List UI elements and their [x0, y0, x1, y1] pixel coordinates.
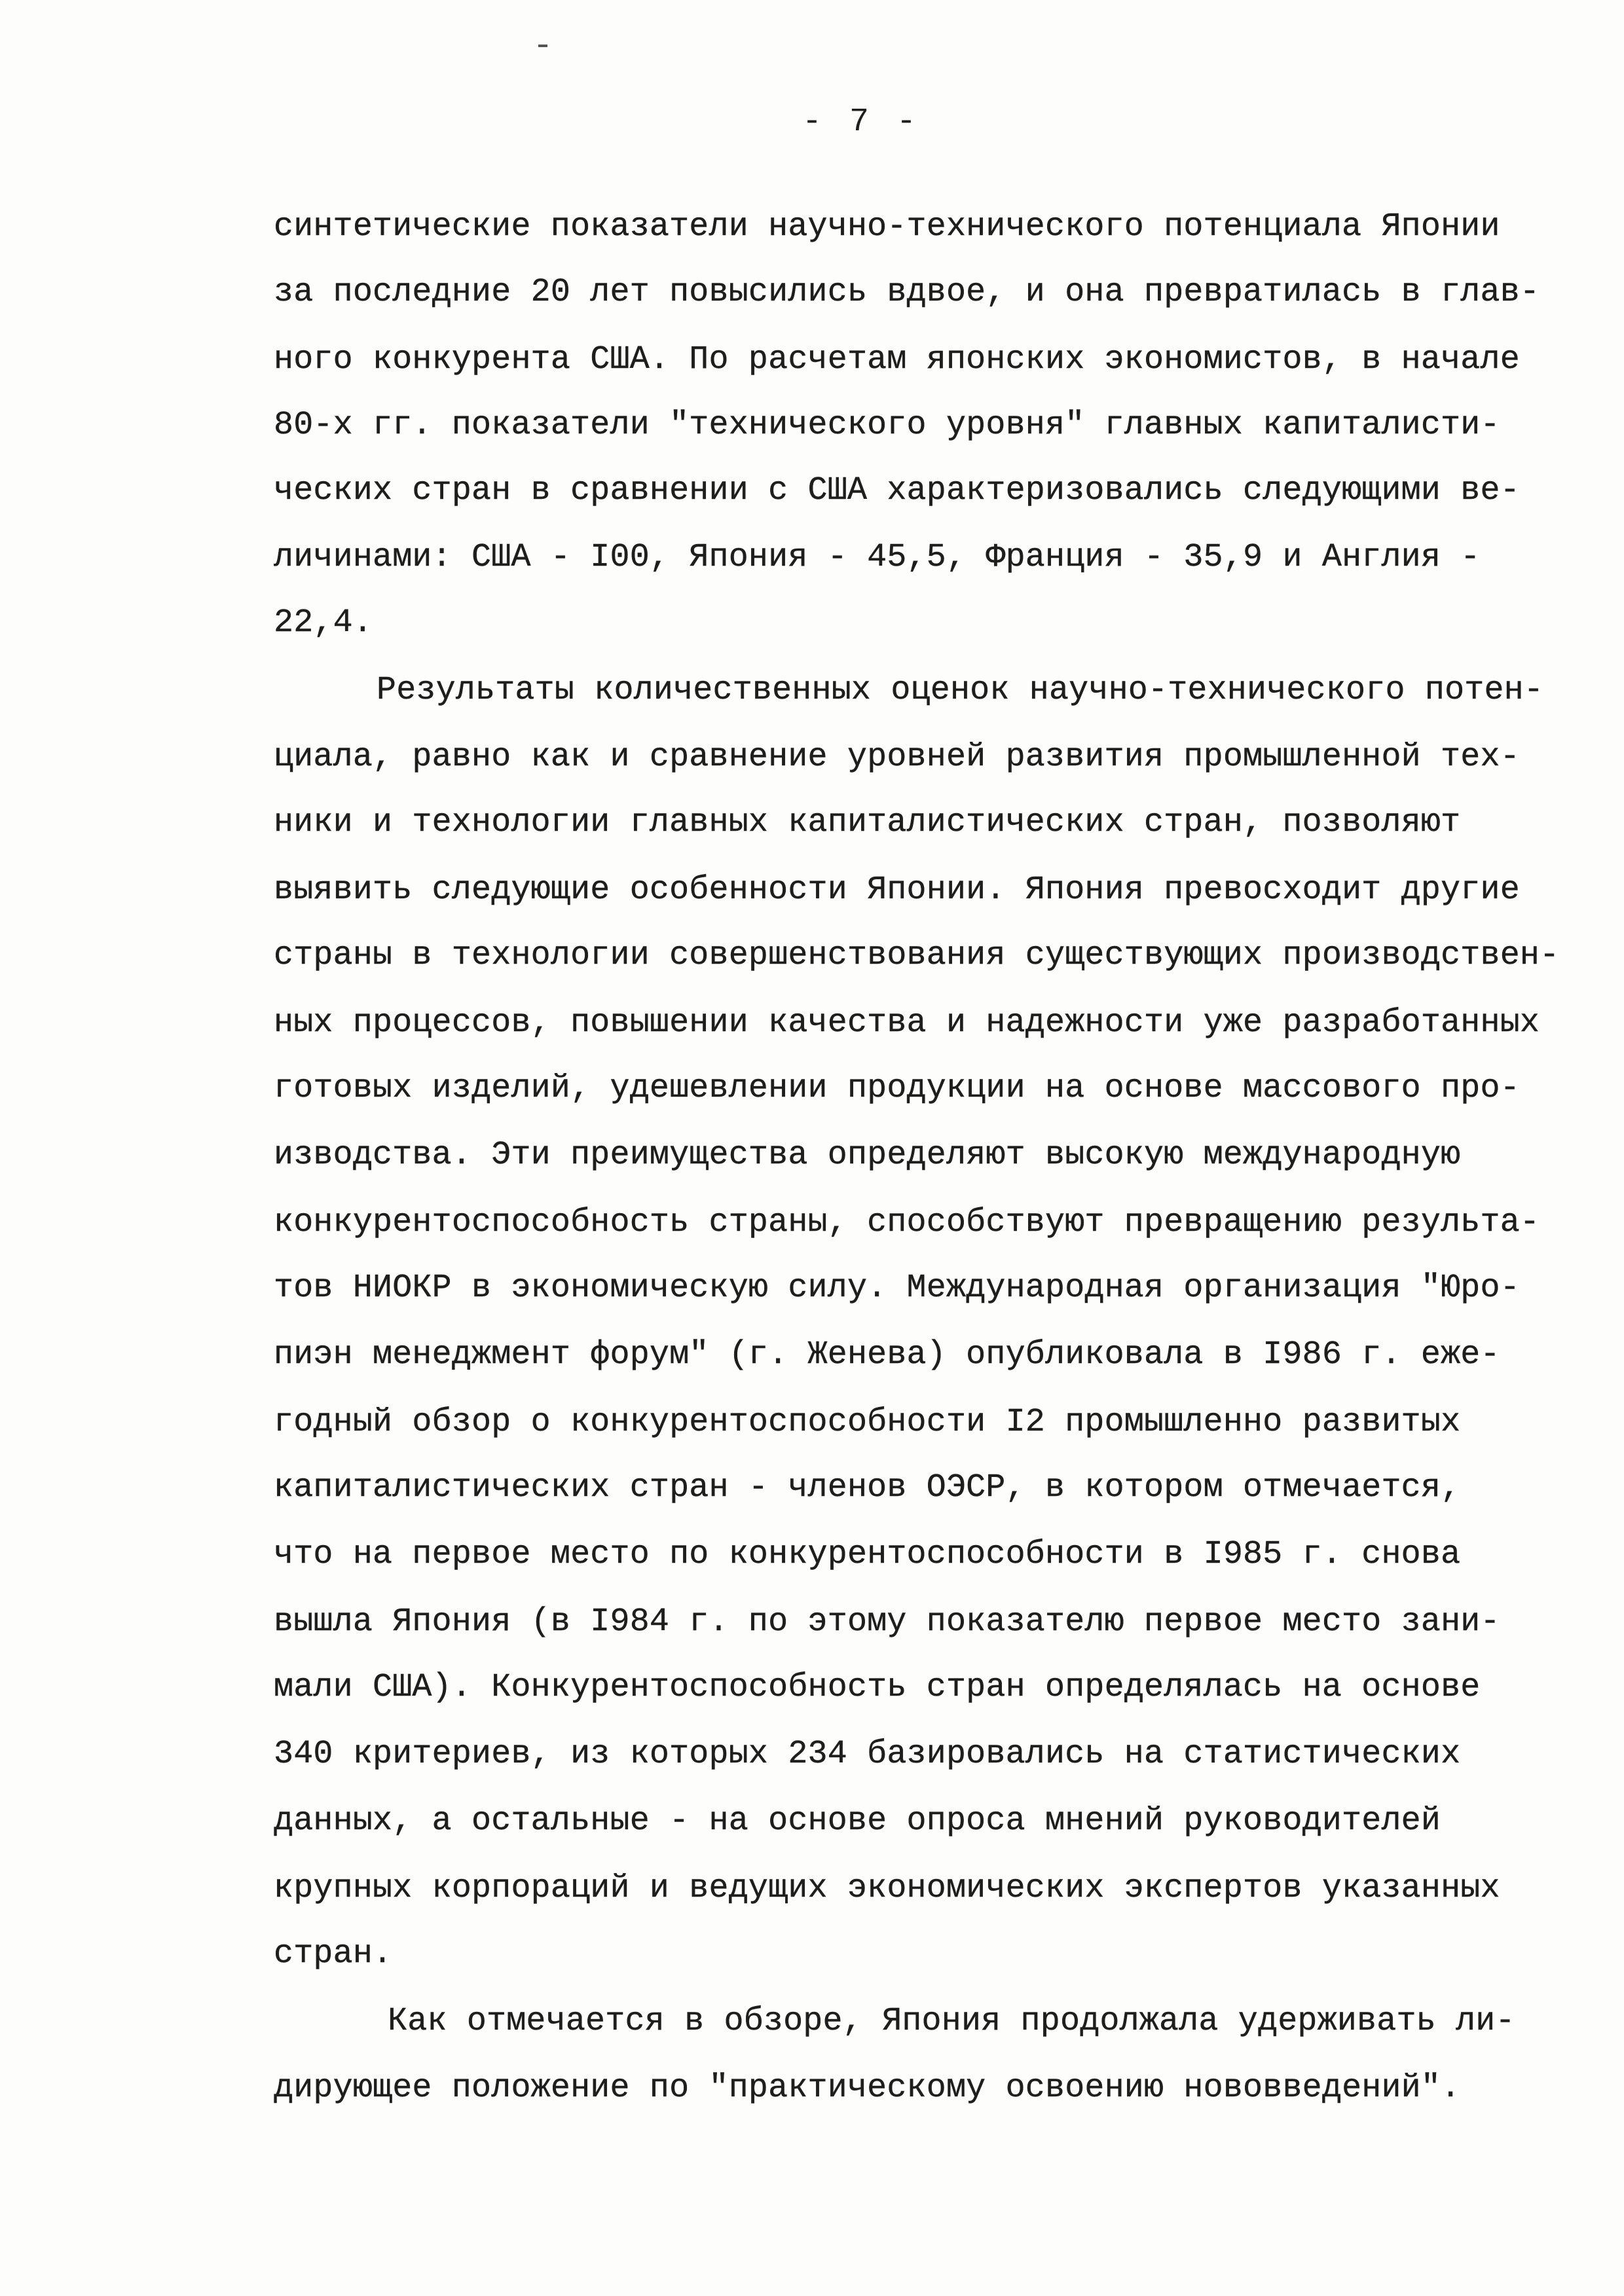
text-line: капиталистических стран - членов ОЭСР, в котором отмечается, — [274, 1469, 1461, 1506]
text-line: Как отмечается в обзоре, Япония продолжала удерживать ли- — [388, 2003, 1515, 2040]
text-line: ческих стран в сравнении с США характеризовались следующими ве- — [274, 472, 1520, 509]
text-line: дирующее положение по "практическому освоению нововведений". — [274, 2069, 1461, 2107]
stray-ink-mark — [538, 45, 547, 47]
text-line: синтетические показатели научно-технического потенциала Японии — [274, 208, 1500, 246]
text-line: ного конкурента США. По расчетам японских экономистов, в начале — [274, 341, 1520, 378]
text-line: мали США). Конкурентоспособность стран определялась на основе — [274, 1669, 1481, 1706]
text-line: за последние 20 лет повысились вдвое, и она превратилась в глав- — [274, 274, 1540, 311]
text-line: что на первое место по конкурентоспособности в I985 г. снова — [274, 1536, 1461, 1573]
text-line: страны в технологии совершенствования существующих производствен- — [274, 937, 1560, 974]
text-line: изводства. Эти преимущества определяют высокую международную — [274, 1137, 1461, 1174]
text-line: ники и технологии главных капиталистических стран, позволяют — [274, 804, 1461, 841]
text-line: стран. — [274, 1935, 393, 1973]
text-line: 22,4. — [274, 604, 373, 642]
text-line: личинами: США - I00, Япония - 45,5, Франция - 35,9 и Англия - — [274, 539, 1481, 576]
text-line: выявить следующие особенности Японии. Япония превосходит другие — [274, 871, 1520, 909]
text-line: годный обзор о конкурентоспособности I2 промышленно развитых — [274, 1404, 1461, 1441]
text-line: циала, равно как и сравнение уровней развития промышленной тех- — [274, 738, 1520, 776]
page-number: - 7 - — [802, 103, 921, 141]
text-line: 80-х гг. показатели "технического уровня" главных капиталисти- — [274, 407, 1500, 444]
text-line: ных процессов, повышении качества и надежности уже разработанных — [274, 1004, 1540, 1042]
text-line: вышла Япония (в I984 г. по этому показателю первое место зани- — [274, 1603, 1500, 1641]
text-line: пиэн менеджмент форум" (г. Женева) опубликовала в I986 г. еже- — [274, 1336, 1500, 1374]
text-line: данных, а остальные - на основе опроса мнений руководителей — [274, 1802, 1441, 1840]
text-line: 340 критериев, из которых 234 базировались на статистических — [274, 1736, 1461, 1773]
text-line: Результаты количественных оценок научно-технического потен- — [377, 672, 1544, 709]
text-line: крупных корпораций и ведущих экономических экспертов указанных — [274, 1870, 1500, 1907]
text-line: конкурентоспособность страны, способствуют превращению результа- — [274, 1204, 1540, 1241]
text-line: тов НИОКР в экономическую силу. Международная организация "Юро- — [274, 1269, 1520, 1307]
text-line: готовых изделий, удешевлении продукции на основе массового про- — [274, 1070, 1520, 1107]
